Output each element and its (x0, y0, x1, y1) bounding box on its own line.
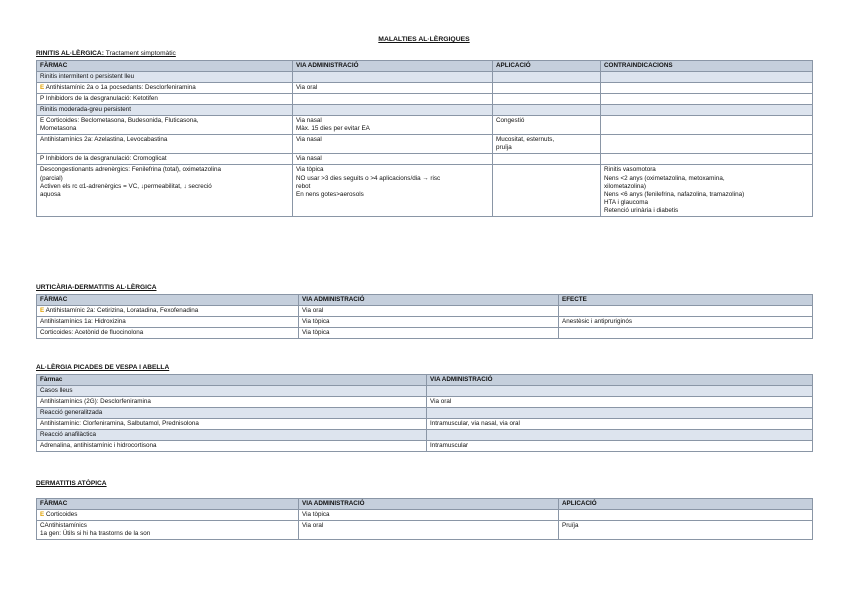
table-row (37, 154, 813, 165)
farmac-cell: P Inhibidors de la desgranulació: Cromoglicat (37, 154, 293, 165)
aplicacio-cell: Congestió (493, 116, 601, 135)
via-cell: Via nasal (293, 135, 493, 154)
urticaria-table (36, 294, 813, 339)
column-header: VIA ADMINISTRACIÓ (427, 375, 813, 386)
via-cell: Via oral (427, 397, 813, 408)
cell-line: rebot (296, 182, 311, 190)
via-cell: Via tòpica (299, 317, 559, 328)
column-header: CONTRAINDICACIONS (601, 61, 813, 72)
via-cell: Intramuscular (427, 441, 813, 452)
column-header: EFECTE (559, 295, 813, 306)
cell-line: CAntihistamínics (40, 522, 87, 530)
column-header: APLICACIÓ (493, 61, 601, 72)
via-cell (293, 94, 493, 105)
table-row (37, 306, 813, 317)
cell-line: Nens <2 anys (oximetazolina, metoxamina, (604, 174, 725, 182)
aplicacio-cell (493, 135, 601, 154)
via-cell (293, 116, 493, 135)
aplicacio-cell (559, 510, 813, 521)
rinitis-table (36, 60, 813, 217)
farmac-cell (37, 116, 293, 135)
farmac-cell (37, 83, 293, 94)
band-label: Rinitis moderada-greu persistent (37, 105, 293, 116)
table-header-row (37, 499, 813, 510)
rinitis-title: RINITIS AL·LÈRGICA: (36, 50, 104, 57)
cell-line: En nens gotes>aerosols (296, 190, 364, 198)
farmac-cell: Corticoides: Acetònid de fluocinolona (37, 328, 299, 339)
table-band-row (37, 72, 813, 83)
urticaria-section-title: URTICÀRIA-DERMATITIS AL·LÈRGICA (36, 284, 157, 291)
band-label: Casos lleus (37, 386, 427, 397)
farmac-text: Antihistamínic 2a o 1a pocsedants: Desclorfeniramina (45, 84, 196, 92)
aplicacio-cell (493, 165, 601, 216)
table-row (37, 328, 813, 339)
band-label: Reacció generalitzada (37, 408, 427, 419)
cell-line: Rinitis vasomotora (604, 166, 656, 174)
cell-line: pruïja (496, 144, 512, 152)
aplicacio-cell (493, 83, 601, 94)
farmac-cell (37, 521, 299, 540)
column-header: VIA ADMINISTRACIÓ (299, 295, 559, 306)
cell-line: Retenció urinària i diabetis (604, 206, 679, 214)
table-row (37, 83, 813, 94)
farmac-cell (37, 510, 299, 521)
column-header: FÀRMAC (37, 61, 293, 72)
cell-line: Mucositat, esternuts, (496, 136, 555, 144)
table-header-row (37, 61, 813, 72)
farmac-cell: Antihistamínics 1a: Hidroxizina (37, 317, 299, 328)
cell-line: aquosa (40, 190, 61, 198)
e-marker: E (40, 307, 45, 315)
table-header-row (37, 375, 813, 386)
rinitis-subtitle: Tractament simptomàtic (105, 50, 176, 57)
farmac-cell: Adrenalina, antihistamínic i hidrocortisona (37, 441, 427, 452)
aplicacio-cell (493, 94, 601, 105)
band-label: Reacció anafilàctica (37, 430, 427, 441)
column-header: VIA ADMINISTRACIÓ (293, 61, 493, 72)
table-row (37, 165, 813, 216)
farmac-cell (37, 165, 293, 216)
column-header: FÀRMAC (37, 499, 299, 510)
cell-line: Via nasal (296, 117, 322, 125)
table-row (37, 510, 813, 521)
table-band-row (37, 430, 813, 441)
contra-cell (601, 83, 813, 94)
atopica-table (36, 498, 813, 540)
via-cell: Via tòpica (299, 510, 559, 521)
contra-cell (601, 94, 813, 105)
via-cell: Via oral (299, 521, 559, 540)
table-row (37, 419, 813, 430)
cell-line: Nens <6 anys (fenilefrina, nafazolina, tramazolina) (604, 190, 745, 198)
cell-line: HTA i glaucoma (604, 198, 648, 206)
farmac-text: Antihistamínic 2a: Cetirizina, Loratadina, Fexofenadina (45, 307, 199, 315)
farmac-cell: Antihistamínics 2a: Azelastina, Levocabastina (37, 135, 293, 154)
contra-cell (601, 154, 813, 165)
cell-line: Activen els rc α1-adrenèrgics = VC, ↓permeabilitat, ↓ secreció (40, 182, 212, 190)
via-cell: Via nasal (293, 154, 493, 165)
table-row (37, 521, 813, 540)
table-header-row (37, 295, 813, 306)
document-title: MALALTIES AL·LÈRGIQUES (378, 36, 470, 43)
cell-line: 1a gen: Útils si hi ha trastorns de la son (40, 530, 151, 538)
aplicacio-cell: Pruïja (559, 521, 813, 540)
cell-line: (parcial) (40, 174, 63, 182)
via-cell: Via tòpica (299, 328, 559, 339)
band-label: Rinitis intermitent o persistent lleu (37, 72, 293, 83)
farmac-cell (37, 306, 299, 317)
via-cell: Via oral (293, 83, 493, 94)
column-header: APLICACIÓ (559, 499, 813, 510)
e-marker: E (40, 511, 45, 519)
table-row (37, 94, 813, 105)
column-header: FÀRMAC (37, 295, 299, 306)
contra-cell (601, 116, 813, 135)
farmac-text: Corticoides (45, 511, 78, 519)
column-header: Fàrmac (37, 375, 427, 386)
table-row (37, 397, 813, 408)
table-row (37, 135, 813, 154)
vespa-table (36, 374, 813, 452)
cell-line: Via tòpica (296, 166, 324, 174)
farmac-cell: Antihistamínic: Clorfeniramina, Salbutamol, Prednisolona (37, 419, 427, 430)
cell-line: Mometasona (40, 125, 77, 133)
efecte-cell (559, 328, 813, 339)
contra-cell (601, 165, 813, 216)
efecte-cell: Anestèsic i antipruriginós (559, 317, 813, 328)
table-band-row (37, 408, 813, 419)
via-cell: Intramuscular, via nasal, via oral (427, 419, 813, 430)
via-cell: Via oral (299, 306, 559, 317)
efecte-cell (559, 306, 813, 317)
contra-cell (601, 135, 813, 154)
cell-line: Descongestionants adrenèrgics: Fenilefrina (total), oximetazolina (40, 166, 221, 174)
cell-line: Màx. 15 dies per evitar EA (296, 125, 370, 133)
rinitis-section-title (36, 50, 176, 58)
farmac-cell: Antihistamínics (2G): Desclorfeniramina (37, 397, 427, 408)
table-band-row (37, 105, 813, 116)
table-band-row (37, 386, 813, 397)
farmac-cell: P Inhibidors de la desgranulació: Ketotifen (37, 94, 293, 105)
aplicacio-cell (493, 154, 601, 165)
cell-line: E Corticoides: Beclometasona, Budesonida, Fluticasona, (40, 117, 199, 125)
table-row (37, 317, 813, 328)
vespa-section-title: AL·LÈRGIA PICADES DE VESPA I ABELLA (36, 364, 170, 371)
cell-line: NO usar >3 dies seguits o >4 aplicacions/dia → risc (296, 174, 441, 182)
table-row (37, 441, 813, 452)
table-row (37, 116, 813, 135)
e-marker: E (40, 84, 45, 92)
column-header: VIA ADMINISTRACIÓ (299, 499, 559, 510)
atopica-section-title: DERMATITIS ATÒPICA (36, 480, 107, 487)
cell-line: xilometazolina) (604, 182, 646, 190)
via-cell (293, 165, 493, 216)
